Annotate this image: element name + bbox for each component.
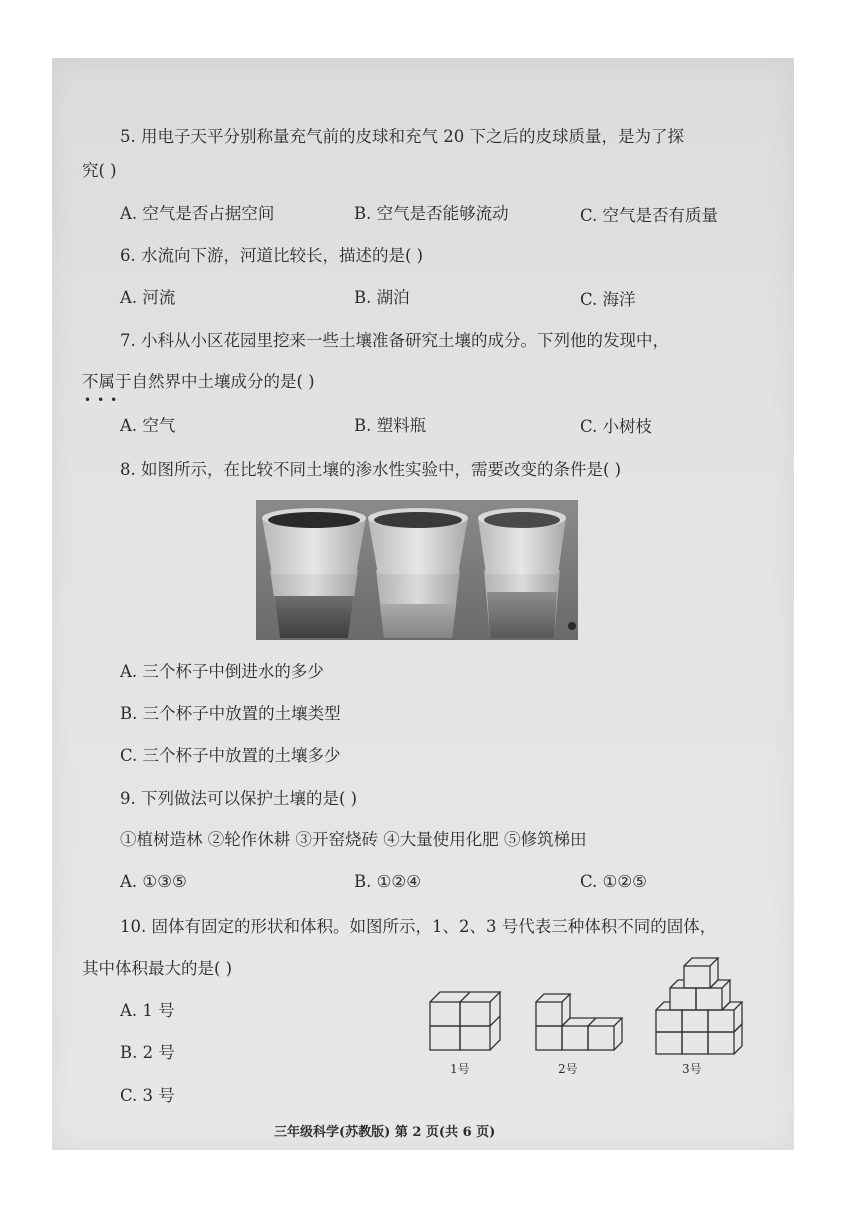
q9-option-a: A. ①③⑤ xyxy=(120,872,187,891)
q10-stem-line1: 10. 固体有固定的形状和体积。如图所示，1、2、3 号代表三种体积不同的固体， xyxy=(120,917,717,936)
q5-option-a: A. 空气是否占据空间 xyxy=(120,204,275,223)
q10-stem-line2: 其中体积最大的是( ) xyxy=(82,959,233,978)
q7-option-c: C. 小树枝 xyxy=(580,417,653,436)
q6-option-b: B. 湖泊 xyxy=(354,288,410,307)
q7-option-b: B. 塑料瓶 xyxy=(354,416,427,435)
cup-3 xyxy=(478,508,566,638)
q10-option-c: C. 3 号 xyxy=(120,1086,175,1105)
q8-option-c: C. 三个杯子中放置的土壤多少 xyxy=(120,746,341,765)
q5-stem-line2: 究( ) xyxy=(82,161,117,180)
solid-2 xyxy=(536,994,622,1050)
q7-option-a: A. 空气 xyxy=(120,416,176,435)
soil-cups-photo xyxy=(256,500,578,640)
q7-emphasis-dots: ••• xyxy=(84,393,124,407)
q9-option-c: C. ①②⑤ xyxy=(580,872,647,891)
q8-stem: 8. 如图所示，在比较不同土壤的渗水性实验中，需要改变的条件是( ) xyxy=(120,460,622,479)
q5-option-c: C. 空气是否有质量 xyxy=(580,206,719,225)
cup-2 xyxy=(368,508,468,638)
q5-option-b: B. 空气是否能够流动 xyxy=(354,204,509,223)
q6-option-c: C. 海洋 xyxy=(580,290,636,309)
q8-option-b: B. 三个杯子中放置的土壤类型 xyxy=(120,704,341,723)
solid-1-label: 1号 xyxy=(450,1062,470,1076)
q9-items: ①植树造林 ②轮作休耕 ③开窑烧砖 ④大量使用化肥 ⑤修筑梯田 xyxy=(120,830,587,849)
page-footer: 三年级科学(苏教版) 第 2 页(共 6 页) xyxy=(274,1125,496,1140)
solid-3-label: 3号 xyxy=(682,1062,702,1076)
q10-option-a: A. 1 号 xyxy=(120,1001,175,1020)
solids-figure xyxy=(420,950,760,1080)
solid-2-label: 2号 xyxy=(558,1062,578,1076)
solid-1 xyxy=(430,992,500,1050)
q7-stem-line2: 不属于自然界中土壤成分的是( ) xyxy=(82,372,315,391)
q9-option-b: B. ①②④ xyxy=(354,872,421,891)
q6-stem: 6. 水流向下游，河道比较长，描述的是( ) xyxy=(120,246,424,265)
q5-stem-line1: 5. 用电子天平分别称量充气前的皮球和充气 20 下之后的皮球质量，是为了探 xyxy=(120,127,684,146)
solid-3 xyxy=(656,958,742,1054)
cup-1 xyxy=(262,508,366,638)
q8-option-a: A. 三个杯子中倒进水的多少 xyxy=(120,662,324,681)
q10-option-b: B. 2 号 xyxy=(120,1043,175,1062)
q7-stem-line1: 7. 小科从小区花园里挖来一些土壤准备研究土壤的成分。下列他的发现中， xyxy=(120,331,669,350)
q9-stem: 9. 下列做法可以保护土壤的是( ) xyxy=(120,789,358,808)
q6-option-a: A. 河流 xyxy=(120,288,176,307)
